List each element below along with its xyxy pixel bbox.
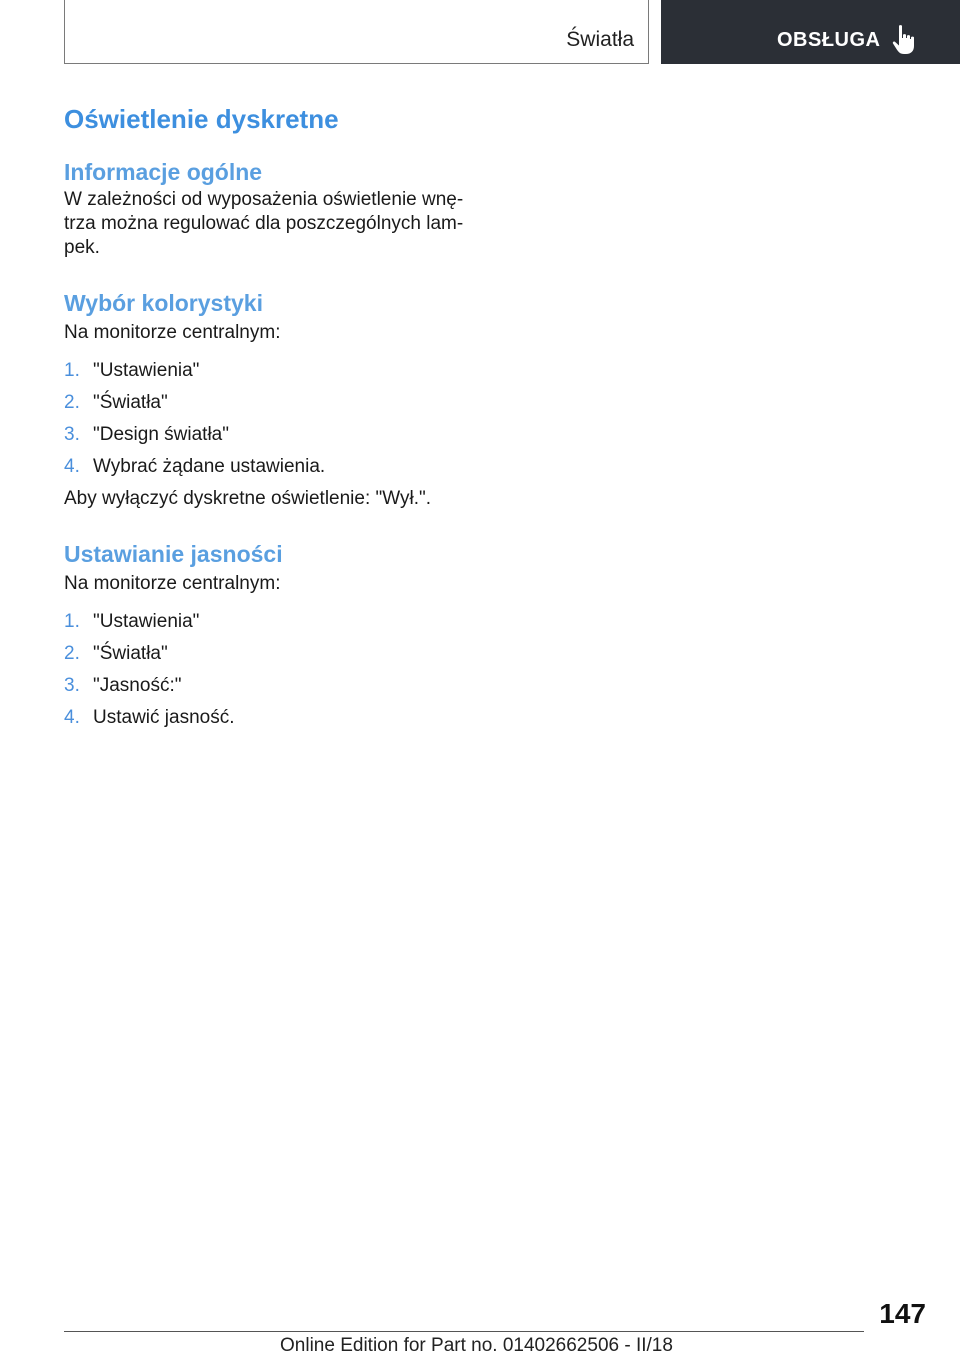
section-general-info (64, 156, 464, 260)
steps-list (64, 359, 464, 479)
section-heading: Ustawianie jasności (64, 541, 283, 567)
section-intro: Na monitorze centralnym: (64, 322, 281, 343)
step-number: 3. (64, 675, 80, 696)
header-chapter-tab[interactable] (661, 0, 960, 64)
step-text: "Design światła" (93, 424, 229, 445)
page-number: 147 (879, 1298, 926, 1329)
step-text: "Światła" (93, 392, 168, 413)
footer-edition-text: Online Edition for Part no. 01402662506 - II/18 (280, 1335, 673, 1356)
step-number: 4. (64, 456, 80, 477)
section-note: Aby wyłączyć dyskretne oświetlenie: "Wył.". (64, 488, 432, 509)
step-text: "Światła" (93, 643, 168, 664)
list-item (64, 642, 464, 666)
section-heading: Informacje ogólne (64, 159, 263, 185)
section-brightness (64, 538, 464, 730)
step-text: "Ustawienia" (93, 360, 200, 381)
step-number: 4. (64, 707, 80, 728)
steps-list (64, 610, 464, 730)
step-text: "Ustawienia" (93, 611, 200, 632)
pointing-hand-icon (891, 24, 921, 56)
step-text: "Jasność:" (93, 675, 182, 696)
step-number: 2. (64, 392, 80, 413)
section-color-selection (64, 287, 464, 511)
step-number: 2. (64, 643, 80, 664)
list-item (64, 706, 464, 730)
page-content (64, 100, 464, 738)
section-heading: Wybór kolorystyki (64, 290, 263, 316)
list-item (64, 391, 464, 415)
list-item (64, 455, 464, 479)
list-item (64, 359, 464, 383)
footer-divider (64, 1331, 864, 1332)
list-item (64, 610, 464, 634)
header-section-box (64, 0, 649, 64)
step-text: Wybrać żądane ustawienia. (93, 456, 326, 477)
list-item (64, 674, 464, 698)
list-item (64, 423, 464, 447)
step-number: 3. (64, 424, 80, 445)
page-title: Oświetlenie dyskretne (64, 104, 339, 134)
header-section-title: Światła (566, 28, 634, 51)
header-chapter-title: OBSŁUGA (777, 29, 881, 51)
section-intro: Na monitorze centralnym: (64, 573, 281, 594)
step-number: 1. (64, 611, 80, 632)
section-body: W zależności od wyposażenia oświetlenie wnę- trza można regulować dla poszczególnych lam- pek. (64, 189, 464, 258)
step-number: 1. (64, 360, 80, 381)
step-text: Ustawić jasność. (93, 707, 235, 728)
